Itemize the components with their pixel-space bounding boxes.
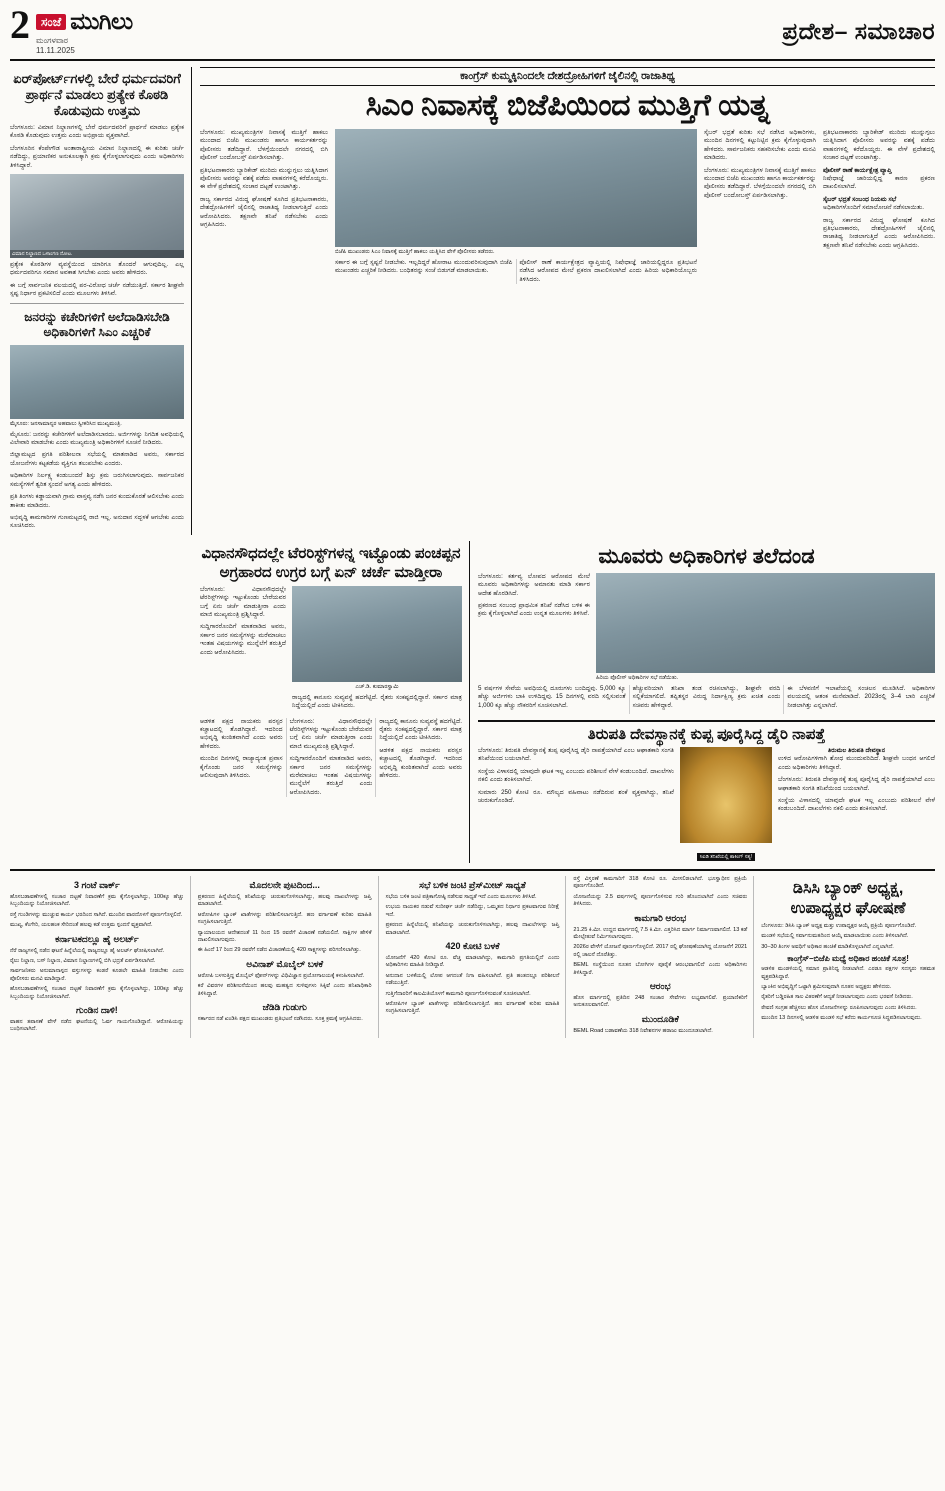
b1-head-3: ಗುಂಡಿನ ದಾಳಿ! [76,1005,118,1015]
page-number: 2 [10,2,30,47]
lead-col-4 [823,129,935,284]
officers-headline: ಮೂವರು ಅಧಿಕಾರಿಗಳ ತಲೆದಂಡ [598,544,815,568]
paragraph: ಈ ಬೆಳವಣಿಗೆ ಇಲಾಖೆಯಲ್ಲಿ ಸಂಚಲನ ಮೂಡಿಸಿದೆ. ಅಧಿಕಾರಿಗಳ ವಲಯದಲ್ಲಿ ಆತಂಕ ಮನೆಮಾಡಿದೆ. 2023ರಲ್ಲಿ 3–4 ಬಾರಿ ಎಚ್ಚರಿಕೆ ನೀಡಲಾಗಿತ್ತು ಎನ್ನಲಾಗಿದೆ. [787,684,935,709]
b4-body-3 [573,1028,747,1035]
paragraph: ಯೋಜನೆಯನ್ನು 2.5 ವರ್ಷಗಳಲ್ಲಿ ಪೂರ್ಣಗೊಳಿಸುವ ಗುರಿ ಹೊಂದಲಾಗಿದೆ ಎಂದು ಸಚಿವರು ತಿಳಿಸಿದರು. [573,893,748,908]
paragraph: ಆರೋಪಿಗಳ ಬ್ಯಾಂಕ್ ಖಾತೆಗಳನ್ನು ಪರಿಶೀಲಿಸಲಾಗುತ್ತಿದೆ. ಹಣ ವರ್ಗಾವಣೆ ಕುರಿತು ಮಾಹಿತಿ ಸಂಗ್ರಹಿಸಲಾಗುತ್ತಿದೆ. [385,1001,560,1015]
paragraph: ಸಂಸ್ಥೆಯ ವಿಳಾಸದಲ್ಲಿ ಯಾವುದೇ ಘಟಕ ಇಲ್ಲ ಎಂಬುದು ಪರಿಶೀಲನೆ ವೇಳೆ ಕಂಡುಬಂದಿದೆ. ದಾಖಲೆಗಳು ನಕಲಿ ಎಂದು ಶಂಕಿಸಲಾಗಿದೆ. [478,767,674,784]
paragraph: ಠೇವಣಿ ಸಂಗ್ರಹ ಹೆಚ್ಚಿಸಲು ಹೊಸ ಯೋಜನೆಗಳನ್ನು ರೂಪಿಸಲಾಗುವುದು ಎಂದು ತಿಳಿಸಿದರು. [761,1004,917,1011]
publication-logo [36,8,133,55]
paragraph: ಬೆಂಗಳೂರು: ವಿಧಾನಸೌಧದಲ್ಲೇ ಟೆರರಿಸ್ಟ್‌ಗಳನ್ನು ಇಟ್ಟುಕೊಂಡು ಬೇರೆಯವರ ಬಗ್ಗೆ ಏನು ಚರ್ಚೆ ಮಾಡುತ್ತೀರಾ ಎಂದು ಮಾಜಿ ಮುಖ್ಯಮಂತ್ರಿ ಪ್ರಶ್ನಿಸಿದ್ದಾರೆ. [200,585,286,618]
left-headline-1: ಏರ್‌ಪೋರ್ಟ್‌ಗಳಲ್ಲಿ ಬೇರೆ ಧರ್ಮದವರಿಗೆ ಪ್ರಾರ್ಥನೆ ಮಾಡಲು ಪ್ರತ್ಯೇಕ ಕೊಠಡಿ ಕೊಡುವುದು ಉತ್ತಮ [13,71,181,118]
masthead-date: 11.11.2025 [36,46,75,55]
b1-body-3 [10,1019,184,1034]
lead-col-2 [335,259,697,284]
lead-col-3 [704,129,816,284]
left-body-2 [10,431,184,531]
paragraph: ಉಭಯ ನಾಯಕರ ನಡುವೆ ಸುದೀರ್ಘ ಚರ್ಚೆ ನಡೆದಿದ್ದು, ಒಮ್ಮತದ ನಿರ್ಧಾರ ಪ್ರಕಟವಾಗುವ ನಿರೀಕ್ಷೆ ಇದೆ. [385,904,560,918]
bottom-zone [10,869,935,1038]
paragraph: ಅನುದಾನ ಬಳಕೆಯಲ್ಲಿ ಲೋಪ ಆಗದಂತೆ ನಿಗಾ ವಹಿಸಲಾಗಿದೆ. ಪ್ರತಿ ಹಂತದಲ್ಲೂ ಪರಿಶೀಲನೆ ನಡೆಯುತ್ತಿದೆ. [385,972,560,987]
paragraph: ಅಭಿವೃದ್ಧಿ ಕಾಮಗಾರಿಗಳ ಗುಣಮಟ್ಟದಲ್ಲಿ ರಾಜಿ ಇಲ್ಲ. ಅನುದಾನ ಸದ್ಬಳಕೆ ಆಗಬೇಕು ಎಂದು ಸೂಚಿಸಿದರು. [10,513,184,530]
paragraph: ವಾಹನ ತಪಾಸಣೆ ವೇಳೆ ನಡೆದ ಘಟನೆಯಲ್ಲಿ ಓರ್ವ ಗಾಯಗೊಂಡಿದ್ದಾನೆ. ಆರೋಪಿಯನ್ನು ಬಂಧಿಸಲಾಗಿದೆ. [10,1019,184,1033]
hdk-portrait-photo [292,586,462,682]
b4-body-0 [573,876,747,909]
paragraph: ಬೆಂಗಳೂರು: ವಿಧಾನಸೌಧದಲ್ಲೇ ಟೆರರಿಸ್ಟ್‌ಗಳನ್ನು ಇಟ್ಟುಕೊಂಡು ಬೇರೆಯವರ ಬಗ್ಗೆ ಏನು ಚರ್ಚೆ ಮಾಡುತ್ತೀರಾ ಎಂದು ಮಾಜಿ ಮುಖ್ಯಮಂತ್ರಿ ಪ್ರಶ್ನಿಸಿದ್ದಾರೆ. [289,717,373,750]
paragraph: 21.25 ಕಿ.ಮೀ. ಉದ್ದದ ಮಾರ್ಗದಲ್ಲಿ 7.5 ಕಿ.ಮೀ. ಎತ್ತರಿಸಿದ ಮಾರ್ಗ ನಿರ್ಮಾಣವಾಗಲಿದೆ. 13 ಕಡೆ ಮೇಲ್ಸೇತುವೆ ನಿರ್ಮಿಸಲಾಗುವುದು. [573,926,748,940]
b1-head-1: 3 ಗಂಟೆ ವಾರ್ಕ್ [74,879,120,890]
paragraph: ಹೊಸಬಡಾವಣೆಗಳಲ್ಲಿ ಸಂಚಾರ ದಟ್ಟಣೆ ನಿವಾರಣೆಗೆ ಕ್ರಮ ಕೈಗೊಳ್ಳಲಾಗಿದ್ದು, 100ಕ್ಕೂ ಹೆಚ್ಚು ಸಿಬ್ಬಂದಿಯನ್ನು ನಿಯೋಜಿಸಲಾಗಿದೆ. [10,986,184,1000]
paragraph: ಪ್ರಕರಣದ ಹಿನ್ನೆಲೆಯಲ್ಲಿ ತನಿಖೆಯನ್ನು ಚುರುಕುಗೊಳಿಸಲಾಗಿದ್ದು, ಹಲವು ದಾಖಲೆಗಳನ್ನು ಜಪ್ತಿ ಮಾಡಲಾಗಿದೆ. [385,922,560,936]
section-title: ಪ್ರದೇಶ– ಸಮಾಚಾರ [782,18,935,44]
paragraph: ಹೆಚ್ಚುವರಿಯಾಗಿ ತನಿಖಾ ತಂಡ ರಚಿಸಲಾಗಿದ್ದು, ಶೀಘ್ರವೇ ವರದಿ ಸಲ್ಲಿಕೆಯಾಗಲಿದೆ. ತಪ್ಪಿತಸ್ಥರ ವಿರುದ್ಧ ನಿರ್ದಾಕ್ಷಿಣ್ಯ ಕ್ರಮ ಖಚಿತ ಎಂದು ಸಚಿವರು ಹೇಳಿದ್ದಾರೆ. [632,684,781,709]
b2-body-2 [198,973,372,998]
b5-body-2 [761,966,935,1022]
paragraph: ಬೆಂಗಳೂರು: ತಿರುಪತಿ ದೇವಸ್ಥಾನಕ್ಕೆ ತುಪ್ಪ ಪೂರೈಸಿದ್ದ ಡೈರಿ ನಾಪತ್ತೆಯಾಗಿದೆ ಎಂಬ ಆಘಾತಕಾರಿ ಸಂಗತಿ ತನಿಖೆಯಿಂದ ಬಯಲಾಗಿದೆ. [478,746,674,763]
logo-word: ಮುಗಿಲು [70,8,133,34]
terrorist-col-1 [200,586,286,715]
paragraph: ಬೆಂಗಳೂರು: ವಿಮಾನ ನಿಲ್ದಾಣಗಳಲ್ಲಿ ಬೇರೆ ಧರ್ಮದವರಿಗೆ ಪ್ರಾರ್ಥನೆ ಮಾಡಲು ಪ್ರತ್ಯೇಕ ಕೊಠಡಿ ಕೊಡುವುದು ಉತ್ತಮ ಎಂದು ಅಭಿಪ್ರಾಯ ವ್ಯಕ್ತವಾಗಿದೆ. [10,124,184,140]
paragraph: ನೆರೆ ರಾಜ್ಯಗಳಲ್ಲಿ ನಡೆದ ಘಟನೆ ಹಿನ್ನೆಲೆಯಲ್ಲಿ ರಾಜ್ಯದಲ್ಲೂ ಹೈ ಅಲರ್ಟ್ ಘೋಷಿಸಲಾಗಿದೆ. [10,947,165,954]
paragraph: ಆರೋಪಿಗಳ ಬ್ಯಾಂಕ್ ಖಾತೆಗಳನ್ನು ಪರಿಶೀಲಿಸಲಾಗುತ್ತಿದೆ. ಹಣ ವರ್ಗಾವಣೆ ಕುರಿತು ಮಾಹಿತಿ ಸಂಗ್ರಹಿಸಲಾಗುತ್ತಿದೆ. [197,911,372,926]
paragraph: 2026ರ ವೇಳೆಗೆ ಯೋಜನೆ ಪೂರ್ಣಗೊಳ್ಳಲಿದೆ. 2017 ರಲ್ಲಿ ಘೋಷಣೆಯಾಗಿದ್ದ ಯೋಜನೆಗೆ 2021 ರಲ್ಲಿ ಚಾಲನೆ ದೊರೆತಿತ್ತು. [573,944,748,958]
paragraph: ಈ ಹಿಂದೆ 17 ರಿಂದ 29 ರವರೆಗೆ ನಡೆದ ವಿಚಾರಣೆಯಲ್ಲಿ 420 ಸಾಕ್ಷ್ಯಗಳನ್ನು ಪರಿಗಣಿಸಲಾಗಿತ್ತು. [197,947,361,954]
bottom-col-1 [10,876,191,1038]
paragraph: ಬೆಂಗಳೂರು: ಡಿಸಿಸಿ ಬ್ಯಾಂಕ್ ಅಧ್ಯಕ್ಷ ಮತ್ತು ಉಪಾಧ್ಯಕ್ಷರ ಆಯ್ಕೆ ಪ್ರಕ್ರಿಯೆ ಪೂರ್ಣಗೊಂಡಿದೆ. [761,922,917,929]
b2-body-3 [198,1016,372,1023]
terrorist-headline: ವಿಧಾನಸೌಧದಲ್ಲೇ ಟೆರರಿಸ್ಟ್‌ಗಳನ್ನ ಇಟ್ಟೊಂಡು ಪಂಚಪ್ಪನ ಅಗ್ರಹಾರದ ಉಗ್ರರ ಬಗ್ಗೆ ಏನ್ ಚರ್ಚೆ ಮಾಡ್ತೀರಾ [201,544,461,581]
paragraph: ಮುಖ್ಯ, ಕೆಂಗೇರಿ, ಯಲಹಂಕ ಸೇರಿದಂತೆ ಹಲವು ಕಡೆ ಉತ್ತಮ ಸ್ಪಂದನೆ ವ್ಯಕ್ತವಾಗಿದೆ. [10,922,153,929]
paragraph: ಬೆಂಗಳೂರಿನ ಕೆಂಪೇಗೌಡ ಅಂತಾರಾಷ್ಟ್ರೀಯ ವಿಮಾನ ನಿಲ್ದಾಣದಲ್ಲಿ ಈ ಕುರಿತು ಚರ್ಚೆ ನಡೆದಿದ್ದು, ಪ್ರಯಾಣಿಕರ ಅನುಕೂಲಕ್ಕಾಗಿ ಕ್ರಮ ಕೈಗೊಳ್ಳಲಾಗುವುದು ಎಂದು ಅಧಿಕಾರಿಗಳು ತಿಳಿಸಿದ್ದಾರೆ. [10,144,184,169]
paragraph: ಸಾರ್ವಜನಿಕರು ಅನುಮಾನಾಸ್ಪದ ವಸ್ತುಗಳನ್ನು ಕಂಡರೆ ಕೂಡಲೇ ಮಾಹಿತಿ ನೀಡಬೇಕು ಎಂದು ಪೊಲೀಸರು ಮನವಿ ಮಾಡಿದ್ದಾರೆ. [10,968,184,982]
cm-meeting-photo [10,345,184,419]
paragraph: ಈ ಬಗ್ಗೆ ಸಾರ್ವಜನಿಕ ವಲಯದಲ್ಲಿ ಪರ-ವಿರೋಧ ಚರ್ಚೆ ನಡೆಯುತ್ತಿದೆ. ಸರ್ಕಾರ ಶೀಘ್ರವೇ ಸ್ಪಷ್ಟ ನಿರ್ಧಾರ ಪ್ರಕಟಿಸಲಿದೆ ಎಂದು ಮೂಲಗಳು ತಿಳಿಸಿವೆ. [10,281,184,298]
paragraph: ರೈಲು ನಿಲ್ದಾಣ, ಬಸ್ ನಿಲ್ದಾಣ, ವಿಮಾನ ನಿಲ್ದಾಣಗಳಲ್ಲಿ ಬಿಗಿ ಭದ್ರತೆ ಏರ್ಪಡಿಸಲಾಗಿದೆ. [10,957,156,964]
tirupati-temple-photo [680,747,772,843]
paragraph: ಬೆಂಗಳೂರು: ಕರ್ತವ್ಯ ಲೋಪದ ಆರೋಪದ ಮೇಲೆ ಮೂವರು ಅಧಿಕಾರಿಗಳನ್ನು ಅಮಾನತು ಮಾಡಿ ಸರ್ಕಾರ ಆದೇಶ ಹೊರಡಿಸಿದೆ. [478,572,590,597]
paragraph: ಉಳಿದ ಆರೋಪಿಗಳಿಗಾಗಿ ಶೋಧ ಮುಂದುವರಿದಿದೆ. ಶೀಘ್ರವೇ ಬಂಧನ ಆಗಲಿದೆ ಎಂದು ಅಧಿಕಾರಿಗಳು ತಿಳಿಸಿದ್ದಾರೆ. [778,755,935,771]
hdk-photo-caption: ಎಚ್.ಡಿ. ಕುಮಾರಸ್ವಾಮಿ [355,683,399,690]
paragraph: 30–30 ತಿಂಗಳ ಅವಧಿಗೆ ಅಧಿಕಾರ ಹಂಚಿಕೆ ಮಾಡಿಕೊಳ್ಳಲಾಗಿದೆ ಎನ್ನಲಾಗಿದೆ. [761,943,894,950]
terrorist-body-rest [200,718,462,798]
tirupati-photo-caption: ತಿರುಮಲ ತಿರುಪತಿ ದೇವಸ್ಥಾನ [827,746,886,754]
status-badge: ಸಿಐಡಿ ತನಿಖೆಯಲ್ಲಿ ಶಾಕಿಂಗ್ ಸತ್ಯ! [697,853,755,861]
paragraph: 5 ವರ್ಷಗಳ ಸೇವೆಯ ಅವಧಿಯಲ್ಲಿ ದೂರುಗಳು ಬಂದಿದ್ದವು. 5,000 ಕ್ಕೂ ಹೆಚ್ಚು ಅರ್ಜಿಗಳು ಬಾಕಿ ಉಳಿದಿದ್ದವು. 15 ದಿನಗಳಲ್ಲಿ ವರದಿ ಸಲ್ಲಿಸುವಂತೆ 1,000 ಕ್ಕೂ ಹೆಚ್ಚು ನೌಕರರಿಗೆ ಸೂಚಿಸಲಾಗಿದೆ. [478,684,626,709]
officers-meeting-photo [596,573,935,673]
paragraph: ಪ್ರತ್ಯೇಕ ಕೊಠಡಿಗಳ ವ್ಯವಸ್ಥೆಯಿಂದ ಯಾರಿಗೂ ತೊಂದರೆ ಆಗುವುದಿಲ್ಲ. ಎಲ್ಲ ಧರ್ಮದವರಿಗೂ ಸಮಾನ ಅವಕಾಶ ಸಿಗಬೇಕು ಎಂದು ಅವರು ಹೇಳಿದರು. [10,261,184,277]
paragraph: ರಸ್ತೆ ವಿಸ್ತರಣೆ ಕಾಮಗಾರಿಗೆ 318 ಕೋಟಿ ರೂ. ಮೀಸಲಿಡಲಾಗಿದೆ. ಭೂಸ್ವಾಧೀನ ಪ್ರಕ್ರಿಯೆ ಪೂರ್ಣಗೊಂಡಿದೆ. [573,875,748,890]
left-body-1-a [10,124,184,170]
b1-body-1 [10,894,184,930]
b4-head-1: ಕಾಮಗಾರಿ ಆರಂಭ [634,912,687,923]
bjp-protest-photo [335,129,697,247]
logo-badge: ಸಂಜೆ [36,14,66,30]
paragraph: ಮುಂದಿನ ದಿನಗಳಲ್ಲಿ ರಾಜ್ಯಾದ್ಯಂತ ಪ್ರವಾಸ ಕೈಗೊಂಡು ಜನರ ಸಮಸ್ಯೆಗಳನ್ನು ಆಲಿಸುವುದಾಗಿ ತಿಳಿಸಿದರು. [200,755,283,779]
officers-photo-caption: ಹಿರಿಯ ಪೊಲೀಸ್ ಅಧಿಕಾರಿಗಳ ಸಭೆ ನಡೆಯಿತು. [596,674,679,681]
top-zone [10,67,935,535]
airport-photo [10,174,184,258]
paragraph: ರಾಜ್ಯದಲ್ಲಿ ಕಾನೂನು ಸುವ್ಯವಸ್ಥೆ ಹದಗೆಟ್ಟಿದೆ. ರೈತರು ಸಂಕಷ್ಟದಲ್ಲಿದ್ದಾರೆ. ಸರ್ಕಾರ ಮಾತ್ರ ನಿದ್ದೆಯಲ್ಲಿದೆ ಎಂದು ಟೀಕಿಸಿದರು. [379,717,462,742]
left-headline-2: ಜನರನ್ನು ಕಚೇರಿಗಳಿಗೆ ಅಲೆದಾಡಿಸಬೇಡಿ ಅಧಿಕಾರಿಗಳಿಗೆ ಸಿಎಂ ಎಚ್ಚರಿಕೆ [24,309,170,339]
paragraph: ರಾಜ್ಯ ಸರ್ಕಾರದ ವಿರುದ್ಧ ಘೋಷಣೆ ಕೂಗಿದ ಪ್ರತಿಭಟನಾಕಾರರು, ದೇಶದ್ರೋಹಿಗಳಿಗೆ ಜೈಲಿನಲ್ಲಿ ರಾಜಾತಿಥ್ಯ ನೀಡಲಾಗುತ್ತಿದೆ ಎಂದು ಆರೋಪಿಸಿದರು. ತಕ್ಷಣವೇ ತನಿಖೆ ನಡೆಸಬೇಕು ಎಂದು ಆಗ್ರಹಿಸಿದರು. [823,216,935,249]
masthead-weekday: ಮಂಗಳವಾರ [36,36,69,45]
b5-head-1: ಡಿಸಿಸಿ ಬ್ಯಾಂಕ್ ಅಧ್ಯಕ್ಷ, ಉಪಾಧ್ಯಕ್ಷರ ಘೋಷಣೆ [790,879,906,917]
paragraph: ಮಂಡಳಿ ಸಭೆಯಲ್ಲಿ ಸರ್ವಾನುಮತದಿಂದ ಆಯ್ಕೆ ಮಾಡಲಾಯಿತು ಎಂದು ತಿಳಿಸಲಾಗಿದೆ. [761,933,909,940]
paragraph: ಪ್ರಕರಣದ ಹಿನ್ನೆಲೆಯಲ್ಲಿ ತನಿಖೆಯನ್ನು ಚುರುಕುಗೊಳಿಸಲಾಗಿದ್ದು, ಹಲವು ದಾಖಲೆಗಳನ್ನು ಜಪ್ತಿ ಮಾಡಲಾಗಿದೆ. [197,893,372,908]
b5-body-1 [761,923,935,951]
paragraph: ಪ್ರತಿಭಟನಾಕಾರರು ಬ್ಯಾರಿಕೇಡ್ ಮುರಿದು ಮುನ್ನುಗ್ಗಲು ಯತ್ನಿಸಿದಾಗ ಪೊಲೀಸರು ಅವರನ್ನು ವಶಕ್ಕೆ ಪಡೆದು ವಾಹನಗಳಲ್ಲಿ ಕರೆದೊಯ್ದರು. ಈ ವೇಳೆ ಪ್ರದೇಶದಲ್ಲಿ ಸಂಚಾರ ದಟ್ಟಣೆ ಉಂಟಾಗಿತ್ತು. [823,129,935,162]
masthead [10,2,935,61]
b3-body-1 [386,894,560,937]
lead-headline: ಸಿಎಂ ನಿವಾಸಕ್ಕೆ ಬಿಜೆಪಿಯಿಂದ ಮುತ್ತಿಗೆ ಯತ್ನ [365,89,770,122]
paragraph: ಬ್ಯಾಂಕಿನ ಅಭಿವೃದ್ಧಿಗೆ ಒಟ್ಟಾಗಿ ಶ್ರಮಿಸುವುದಾಗಿ ನೂತನ ಅಧ್ಯಕ್ಷರು ಹೇಳಿದರು. [761,983,892,990]
officers-col-1 [478,573,590,682]
paragraph: ಯೋಜನೆಗೆ 420 ಕೋಟಿ ರೂ. ವೆಚ್ಚ ಮಾಡಲಾಗಿದ್ದು, ಕಾಮಗಾರಿ ಪ್ರಗತಿಯಲ್ಲಿದೆ ಎಂದು ಅಧಿಕಾರಿಗಳು ಮಾಹಿತಿ ನೀಡಿದ್ದಾರೆ. [385,954,560,969]
middle-zone [10,541,935,863]
paragraph: ಬೆಂಗಳೂರು: ಮುಖ್ಯಮಂತ್ರಿಗಳ ನಿವಾಸಕ್ಕೆ ಮುತ್ತಿಗೆ ಹಾಕಲು ಮುಂದಾದ ಬಿಜೆಪಿ ಮುಖಂಡರು ಹಾಗೂ ಕಾರ್ಯಕರ್ತರನ್ನು ಪೊಲೀಸರು ತಡೆದಿದ್ದಾರೆ. ಬೆಳಗ್ಗೆಯಿಂದಲೇ ನಗರದಲ್ಲಿ ಬಿಗಿ ಪೊಲೀಸ್ ಬಂದೋಬಸ್ತ್ ಏರ್ಪಡಿಸಲಾಗಿತ್ತು. [704,166,816,199]
paragraph: ಗುತ್ತಿಗೆದಾರರಿಗೆ ಕಾಲಮಿತಿಯೊಳಗೆ ಕಾಮಗಾರಿ ಪೂರ್ಣಗೊಳಿಸುವಂತೆ ಸೂಚಿಸಲಾಗಿದೆ. [385,990,531,997]
lead-kicker: ಕಾಂಗ್ರೆಸ್ ಕುಮ್ಮಕ್ಕಿನಿಂದಲೇ ದೇಶದ್ರೋಹಿಗಳಿಗೆ ಜೈಲಿನಲ್ಲಿ ರಾಜಾತಿಥ್ಯ [200,67,935,86]
terrorist-col-2 [292,694,462,711]
b2-head-2: ಅವಿನಾಶ್ ಮೊಬೈಲ್ ಬಳಕೆ [246,958,324,969]
lead-photo-caption: ಬಿಜೆಪಿ ಮುಖಂಡರು ಸಿಎಂ ನಿವಾಸಕ್ಕೆ ಮುತ್ತಿಗೆ ಹಾಕಲು ಯತ್ನಿಸಿದ ವೇಳೆ ಪೊಲೀಸರು ತಡೆದರು. [335,249,495,255]
main-column [200,67,935,535]
paragraph: ಸಭೆಯ ಬಳಿಕ ಜಂಟಿ ಪತ್ರಿಕಾಗೋಷ್ಠಿ ನಡೆಸುವ ಸಾಧ್ಯತೆ ಇದೆ ಎಂದು ಮೂಲಗಳು ತಿಳಿಸಿವೆ. [385,893,537,900]
b4-body-1 [573,927,747,977]
paragraph: ಬೆಂಗಳೂರು: ತಿರುಪತಿ ದೇವಸ್ಥಾನಕ್ಕೆ ತುಪ್ಪ ಪೂರೈಸಿದ್ದ ಡೈರಿ ನಾಪತ್ತೆಯಾಗಿದೆ ಎಂಬ ಆಘಾತಕಾರಿ ಸಂಗತಿ ತನಿಖೆಯಿಂದ ಬಯಲಾಗಿದೆ. [778,776,935,792]
paragraph: ಸೈಬರ್ ಭದ್ರತೆ ಕುರಿತು ಸಭೆ ನಡೆಸಿದ ಅಧಿಕಾರಿಗಳು, ಮುಂದಿನ ದಿನಗಳಲ್ಲಿ ಕಟ್ಟುನಿಟ್ಟಿನ ಕ್ರಮ ಕೈಗೊಳ್ಳುವುದಾಗಿ ಹೇಳಿದರು. ಸಾರ್ವಜನಿಕರು ಸಹಕರಿಸಬೇಕು ಎಂದು ಮನವಿ ಮಾಡಿದರು. [704,129,816,162]
left-body-1-b [10,261,184,299]
bottom-col-2 [198,876,379,1038]
paragraph: ರಾಜ್ಯದಲ್ಲಿ ಕಾನೂನು ಸುವ್ಯವಸ್ಥೆ ಹದಗೆಟ್ಟಿದೆ. ರೈತರು ಸಂಕಷ್ಟದಲ್ಲಿದ್ದಾರೆ. ಸರ್ಕಾರ ಮಾತ್ರ ನಿದ್ದೆಯಲ್ಲಿದೆ ಎಂದು ಟೀಕಿಸಿದರು. [292,693,462,710]
paragraph: ಅಧಿಕಾರಿಗಳ ನಿರ್ಲಕ್ಷ್ಯ ಕಂಡುಬಂದರೆ ಶಿಸ್ತು ಕ್ರಮ ಜರುಗಿಸಲಾಗುವುದು. ಸಾರ್ವಜನಿಕರ ಸಮಸ್ಯೆಗಳಿಗೆ ತ್ವರಿತ ಸ್ಪಂದನೆ ಅಗತ್ಯ ಎಂದು ಹೇಳಿದರು. [10,472,184,488]
paragraph: ನ್ಯಾಯಾಲಯದ ಆದೇಶದಂತೆ 11 ರಿಂದ 15 ರವರೆಗೆ ವಿಚಾರಣೆ ನಡೆಯಲಿದೆ. ಸಾಕ್ಷಿಗಳ ಹೇಳಿಕೆ ದಾಖಲಿಸಲಾಗುವುದು. [197,929,372,943]
officers-body-rest [478,685,935,714]
tirupati-col-2 [778,747,935,863]
paragraph: ಅಧಿಕಾರಿಗಳೊಂದಿಗೆ ಸಮಾಲೋಚನೆ ನಡೆಸಲಾಯಿತು. [823,204,924,212]
paragraph: ಆಡಳಿತ ಪಕ್ಷದ ನಾಯಕರು ಪರಸ್ಪರ ಕಚ್ಚಾಟದಲ್ಲಿ ತೊಡಗಿದ್ದಾರೆ. ಇದರಿಂದ ಅಭಿವೃದ್ಧಿ ಕುಂಠಿತವಾಗಿದೆ ಎಂದು ಅವರು ಹೇಳಿದರು. [200,717,283,750]
paragraph: ನಿಷೇಧಾಜ್ಞೆ ಜಾರಿಯಲ್ಲಿದ್ದ ಕಾರಣ ಪ್ರಕರಣ ದಾಖಲಿಸಲಾಗಿದೆ. [823,175,935,191]
paragraph: ಆರೋಪಿ ಬಳಸುತ್ತಿದ್ದ ಮೊಬೈಲ್ ಫೋನ್‌ಗಳನ್ನು ವಿಧಿವಿಜ್ಞಾನ ಪ್ರಯೋಗಾಲಯಕ್ಕೆ ಕಳುಹಿಸಲಾಗಿದೆ. [197,972,365,979]
left-photo-2-caption: ಮೈಸೂರು: ಜನಸಾಮಾನ್ಯರ ಅಹವಾಲು ಸ್ವೀಕರಿಸಿದ ಮುಖ್ಯಮಂತ್ರಿ. [10,420,122,427]
paragraph: ಜಿಲ್ಲಾಮಟ್ಟದ ಪ್ರಗತಿ ಪರಿಶೀಲನಾ ಸಭೆಯಲ್ಲಿ ಮಾತನಾಡಿದ ಅವರು, ಸರ್ಕಾರದ ಯೋಜನೆಗಳು ಕಟ್ಟಕಡೆಯ ವ್ಯಕ್ತಿಗೂ ತಲುಪಬೇಕು ಎಂದರು. [10,451,184,467]
bottom-col-5 [761,876,935,1038]
paragraph: ಹೊಸಬಡಾವಣೆಗಳಲ್ಲಿ ಸಂಚಾರ ದಟ್ಟಣೆ ನಿವಾರಣೆಗೆ ಕ್ರಮ ಕೈಗೊಳ್ಳಲಾಗಿದ್ದು, 100ಕ್ಕೂ ಹೆಚ್ಚು ಸಿಬ್ಬಂದಿಯನ್ನು ನಿಯೋಜಿಸಲಾಗಿದೆ. [10,893,184,908]
b1-head-2: ಕರ್ನಾಟಕದಲ್ಲೂ ಹೈ ಅಲರ್ಟ್ [55,933,139,944]
b5-head-2: ಕಾಂಗ್ರೆಸ್–ಬಿಜೆಪಿ ಮಧ್ಯೆ ಅಧಿಕಾರ ಹಂಚಿಕೆ ಸೂತ್ರ! [787,954,909,964]
left-column [10,67,192,535]
tirupati-col-1 [478,747,674,863]
paragraph: ಮೈಸೂರು: ಜನರನ್ನು ಕಚೇರಿಗಳಿಗೆ ಅಲೆದಾಡಿಸಬಾರದು. ಅರ್ಜಿಗಳನ್ನು ನಿಗದಿತ ಅವಧಿಯಲ್ಲಿ ವಿಲೇವಾರಿ ಮಾಡಬೇಕು ಎಂದು ಮುಖ್ಯಮಂತ್ರಿ ಅಧಿಕಾರಿಗಳಿಗೆ ಸೂಚನೆ ನೀಡಿದರು. [10,430,184,447]
paragraph: ಪ್ರಕರಣದ ಸಂಬಂಧ ಪ್ರಾಥಮಿಕ ತನಿಖೆ ನಡೆಸಿದ ಬಳಿಕ ಈ ಕ್ರಮ ಕೈಗೊಳ್ಳಲಾಗಿದೆ ಎಂದು ಉನ್ನತ ಮೂಲಗಳು ತಿಳಿಸಿವೆ. [478,601,590,618]
paragraph: ಸರ್ಕಾರದ ನಡೆ ಖಂಡಿಸಿ ಪಕ್ಷದ ಮುಖಂಡರು ಪ್ರತಿಭಟನೆ ನಡೆಸಿದರು. ಸೂಕ್ತ ಕ್ರಮಕ್ಕೆ ಆಗ್ರಹಿಸಿದರು. [197,1016,363,1022]
b3-body-2 [386,955,560,1016]
paragraph: ಹೊಸ ಮಾರ್ಗದಲ್ಲಿ ಪ್ರತಿದಿನ 248 ಸಂಚಾರ ಸೇವೆಗಳು ಲಭ್ಯವಾಗಲಿವೆ. ಪ್ರಯಾಣಿಕರಿಗೆ ಅನುಕೂಲವಾಗಲಿದೆ. [573,995,748,1009]
paragraph: ಆಡಳಿತ ಮಂಡಳಿಯಲ್ಲಿ ಸಮಾನ ಪ್ರಾತಿನಿಧ್ಯ ನೀಡಲಾಗಿದೆ. ಎರಡೂ ಪಕ್ಷಗಳ ಸದಸ್ಯರು ಸಹಮತ ವ್ಯಕ್ತಪಡಿಸಿದ್ದಾರೆ. [761,966,935,980]
paragraph: ರೈತರಿಗೆ ಬಡ್ಡಿರಹಿತ ಸಾಲ ವಿತರಣೆಗೆ ಆದ್ಯತೆ ನೀಡಲಾಗುವುದು ಎಂದು ಭರವಸೆ ನೀಡಿದರು. [761,994,913,1001]
b4-head-2: ಆರಂಭ [649,981,671,991]
paragraph: BEML Road ಬಡಾವಣೆಯ 318 ನಿವೇಶನಗಳ ಹರಾಜು ಮುಂದೂಡಲಾಗಿದೆ. [573,1027,713,1034]
lead-subnote-2-title: ಸೈಬರ್ ಭದ್ರತೆ ಸಂಬಂಧ ನಿಯಮ ಸಭೆ [823,195,897,203]
paragraph: ಪ್ರತಿಭಟನಾಕಾರರು ಬ್ಯಾರಿಕೇಡ್ ಮುರಿದು ಮುನ್ನುಗ್ಗಲು ಯತ್ನಿಸಿದಾಗ ಪೊಲೀಸರು ಅವರನ್ನು ವಶಕ್ಕೆ ಪಡೆದು ವಾಹನಗಳಲ್ಲಿ ಕರೆದೊಯ್ದರು. ಈ ವೇಳೆ ಪ್ರದೇಶದಲ್ಲಿ ಸಂಚಾರ ದಟ್ಟಣೆ ಉಂಟಾಗಿತ್ತು. [200,166,328,191]
b1-body-2 [10,948,184,1001]
paragraph: ಸರ್ಕಾರ ಈ ಬಗ್ಗೆ ಸ್ಪಷ್ಟನೆ ನೀಡಬೇಕು. ಇಲ್ಲದಿದ್ದರೆ ಹೋರಾಟ ಮುಂದುವರಿಸುವುದಾಗಿ ಬಿಜೆಪಿ ಮುಖಂಡರು ಎಚ್ಚರಿಕೆ ನೀಡಿದರು. ಬಂಧಿತರನ್ನು ಸಂಜೆ ಬಿಡುಗಡೆ ಮಾಡಲಾಯಿತು. [335,259,513,275]
lead-subnote-1-title: ಪೊಲೀಸ್ ಠಾಣೆ ಕಾರ್ಯಕ್ಷೇತ್ರ ವ್ಯಾಪ್ತಿ [823,166,892,174]
paragraph: ಸುದ್ದಿಗಾರರೊಂದಿಗೆ ಮಾತನಾಡಿದ ಅವರು, ಸರ್ಕಾರ ಜನರ ಸಮಸ್ಯೆಗಳನ್ನು ಮರೆಮಾಚಲು ಇಂತಹ ವಿಷಯಗಳನ್ನು ಮುನ್ನೆಲೆಗೆ ತರುತ್ತಿದೆ ಎಂದು ಆರೋಪಿಸಿದರು. [200,623,286,656]
b3-head-2: 420 ಕೋಟಿ ಬಳಕೆ [445,940,500,951]
paragraph: BEML ಸಂಸ್ಥೆಯಿಂದ ನೂತನ ಬೋಗಿಗಳ ಪೂರೈಕೆ ಆರಂಭವಾಗಲಿದೆ ಎಂದು ಅಧಿಕಾರಿಗಳು ತಿಳಿಸಿದ್ದಾರೆ. [573,962,748,976]
paragraph: ಆಡಳಿತ ಪಕ್ಷದ ನಾಯಕರು ಪರಸ್ಪರ ಕಚ್ಚಾಟದಲ್ಲಿ ತೊಡಗಿದ್ದಾರೆ. ಇದರಿಂದ ಅಭಿವೃದ್ಧಿ ಕುಂಠಿತವಾಗಿದೆ ಎಂದು ಅವರು ಹೇಳಿದರು. [379,746,462,779]
paragraph: ಮುಂದಿನ 13 ದಿನಗಳಲ್ಲಿ ಆಡಳಿತ ಮಂಡಳಿ ಸಭೆ ಕರೆದು ಕಾರ್ಯಸೂಚಿ ಸಿದ್ಧಪಡಿಸಲಾಗುವುದು. [761,1015,922,1022]
paragraph: ಸಂಸ್ಥೆಯ ವಿಳಾಸದಲ್ಲಿ ಯಾವುದೇ ಘಟಕ ಇಲ್ಲ ಎಂಬುದು ಪರಿಶೀಲನೆ ವೇಳೆ ಕಂಡುಬಂದಿದೆ. ದಾಖಲೆಗಳು ನಕಲಿ ಎಂದು ಶಂಕಿಸಲಾಗಿದೆ. [778,796,935,813]
b2-head-1: ಮೊದಲನೇ ಪುಟದಿಂದ... [249,879,320,890]
paragraph: ಬೆಂಗಳೂರು: ಮುಖ್ಯಮಂತ್ರಿಗಳ ನಿವಾಸಕ್ಕೆ ಮುತ್ತಿಗೆ ಹಾಕಲು ಮುಂದಾದ ಬಿಜೆಪಿ ಮುಖಂಡರು ಹಾಗೂ ಕಾರ್ಯಕರ್ತರನ್ನು ಪೊಲೀಸರು ತಡೆದಿದ್ದಾರೆ. ಬೆಳಗ್ಗೆಯಿಂದಲೇ ನಗರದಲ್ಲಿ ಬಿಗಿ ಪೊಲೀಸ್ ಬಂದೋಬಸ್ತ್ ಏರ್ಪಡಿಸಲಾಗಿತ್ತು. [200,129,328,162]
story-terrorist [200,541,470,863]
b3-head-1: ಸಭೆ ಬಳಿಕ ಜಂಟಿ ಪ್ರೆಸ್‌ಮೀಟ್ ಸಾಧ್ಯತೆ [419,879,526,890]
masthead-left [10,2,133,55]
b4-head-3: ಮುಂದೂಡಿಕೆ [641,1013,679,1024]
paragraph: ಸುದ್ದಿಗಾರರೊಂದಿಗೆ ಮಾತನಾಡಿದ ಅವರು, ಸರ್ಕಾರ ಜನರ ಸಮಸ್ಯೆಗಳನ್ನು ಮರೆಮಾಚಲು ಇಂತಹ ವಿಷಯಗಳನ್ನು ಮುನ್ನೆಲೆಗೆ ತರುತ್ತಿದೆ ಎಂದು ಆರೋಪಿಸಿದರು. [289,755,373,796]
bottom-col-3 [386,876,567,1038]
tirupati-headline: ತಿರುಪತಿ ದೇವಸ್ಥಾನಕ್ಕೆ ಕುಪ್ಪ ಪೂರೈಸಿದ್ದ ಡೈರಿ ನಾಪತ್ತೆ [587,725,826,743]
paragraph: ಪೊಲೀಸ್ ಠಾಣೆ ಕಾರ್ಯಕ್ಷೇತ್ರದ ವ್ಯಾಪ್ತಿಯಲ್ಲಿ ನಿಷೇಧಾಜ್ಞೆ ಜಾರಿಯಲ್ಲಿದ್ದರೂ ಪ್ರತಿಭಟನೆ ನಡೆಸಿದ ಆರೋಪದ ಮೇಲೆ ಪ್ರಕರಣ ದಾಖಲಿಸಲಾಗಿದೆ ಎಂದು ಹಿರಿಯ ಅಧಿಕಾರಿಯೊಬ್ಬರು ತಿಳಿಸಿದರು. [519,259,697,283]
b2-head-3: ಜೆಡಿಡಿ ಗುಡುಗು [262,1002,307,1012]
paragraph: ರಾಜ್ಯ ಸರ್ಕಾರದ ವಿರುದ್ಧ ಘೋಷಣೆ ಕೂಗಿದ ಪ್ರತಿಭಟನಾಕಾರರು, ದೇಶದ್ರೋಹಿಗಳಿಗೆ ಜೈಲಿನಲ್ಲಿ ರಾಜಾತಿಥ್ಯ ನೀಡಲಾಗುತ್ತಿದೆ ಎಂದು ಆರೋಪಿಸಿದರು. ತಕ್ಷಣವೇ ತನಿಖೆ ನಡೆಸಬೇಕು ಎಂದು ಆಗ್ರಹಿಸಿದರು. [200,195,328,229]
b2-body-1 [198,894,372,955]
photo-caption: ವಿಮಾನ ನಿಲ್ದಾಣದ ಒಳಾಂಗಣ ನೋಟ. [10,250,184,258]
b4-body-2 [573,995,747,1010]
paragraph: ಸುಮಾರು 250 ಕೋಟಿ ರೂ. ಮೌಲ್ಯದ ವಹಿವಾಟು ನಡೆದಿರುವ ಶಂಕೆ ವ್ಯಕ್ತವಾಗಿದ್ದು, ತನಿಖೆ ಚುರುಕುಗೊಂಡಿದೆ. [478,788,674,804]
paragraph: ರಸ್ತೆ ಗುಂಡಿಗಳನ್ನು ಮುಚ್ಚುವ ಕಾರ್ಯ ಭರದಿಂದ ಸಾಗಿದೆ. ಮುಂದಿನ ವಾರದೊಳಗೆ ಪೂರ್ಣಗೊಳ್ಳಲಿದೆ. [10,911,183,918]
lead-col-1 [200,129,328,284]
paragraph: ಕರೆ ವಿವರಗಳ ಪರಿಶೀಲನೆಯಿಂದ ಹಲವು ಮಹತ್ವದ ಸುಳಿವುಗಳು ಸಿಕ್ಕಿವೆ ಎಂದು ತನಿಖಾಧಿಕಾರಿ ತಿಳಿಸಿದ್ದಾರೆ. [197,983,372,997]
bottom-col-4 [573,876,754,1038]
paragraph: ಪ್ರತಿ ತಿಂಗಳು ಕಡ್ಡಾಯವಾಗಿ ಗ್ರಾಮ ವಾಸ್ತವ್ಯ ನಡೆಸಿ ಜನರ ಕುಂದುಕೊರತೆ ಆಲಿಸಬೇಕು ಎಂದು ತಾಕೀತು ಮಾಡಿದರು. [10,493,184,509]
right-stories [478,541,935,863]
